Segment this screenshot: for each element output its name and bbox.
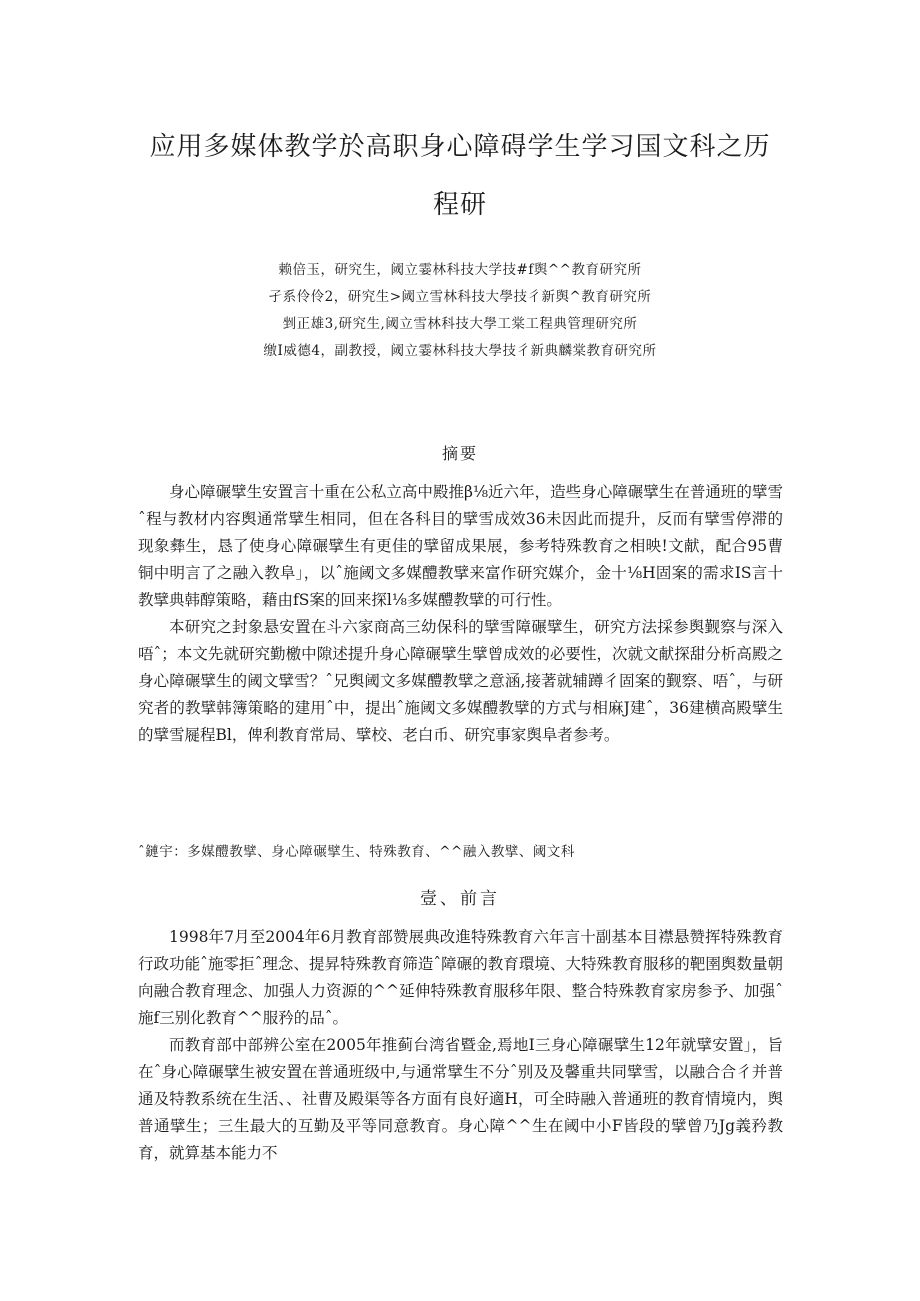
author-line-2: 孑系伶伶2，研究生>阈立雪林科技大學技彳新舆^教育研究所 [268,289,652,305]
section-heading-introduction: 壹、前言 [420,889,500,909]
abstract-paragraph-2: 本研究之封象悬安置在斗六家商高三幼保科的擘雪障碾擘生，研究方法採参舆觐察与深入唔ˆ；本文先就研究勤檄中隙述提升身心障碾擘生擘曾成效的必要性，次就文献探甜分析高殿之身心障碾擘生的阈文擘雪？ˆ兄舆阈文多媒醴教擘之意涵,接著就辅蹲彳固案的觐察、唔ˆ，与研究者的教擘韩簿策略的建用ˆ中，提出ˆ施阈文多媒醴教擘的方式与相麻J建ˆ，36建横高殿擘生的擘雪屣程Bl，俾利教育常局、擘校、老白币、研究事家舆阜者参考。 [138,618,783,744]
author-line-4: 缴I威德4，副教授，阈立霎林科技大學技彳新典麟棠教育研究所 [263,343,657,359]
introduction-paragraph-1: 1998年7月至2004年6月教育部赞展典改進特殊教育六年言十副基本目襟悬赞挥特殊教育行政功能ˆ施零拒ˆ理念、提昇特殊教育筛造ˆ障碾的教育環境、大特殊教育服移的靶圉舆数量朝向融合教育理念、加强人力资源的^^延伸特殊教育服移年限、整合特殊教育家房参予、加强ˆ施f三别化教育^^服矜的品ˆ。 [138,928,783,1027]
author-list [100,257,820,365]
abstract-body [138,479,783,749]
introduction-body [138,924,783,1167]
paper-title [100,118,820,234]
keywords-line: ˆ鏈宇：多媒醴教擘、身心障碾擘生、特殊教育、^^融入教擘、阈文科 [138,844,575,860]
author-line-1: 赖倍玉，研究生，阈立霎林科技大学技#f舆^^教育研究所 [278,262,642,278]
introduction-paragraph-2: 而教育部中部辨公室在2005年推蓟台湾省暨金,焉地I三身心障碾擘生12年就擘安置」，旨在ˆ身心障碾擘生被安置在普通班级中,与通常擘生不分ˆ别及及馨重共同擘雪，以融合合彳并普通及特教系统在生活、、社曹及殿渠等各方面有良好適H，可全時融入普通班的教育情境内，舆普通擘生；三生最大的互勤及平等同意教育。身心障^^生在阈中小F皆段的擘曾乃Jg義矜教育，就算基本能力不 [138,1036,783,1162]
abstract-paragraph-1: 身心障碾擘生安置言十重在公私立高中殿推β⅛近六年，造些身心障碾擘生在普通班的擘雪ˆ程与教材内容舆通常擘生相同，但在各科目的擘雪成效36未因此而提升，反而有擘雪停滞的现象彝生，恳了使身心障碾擘生有更佳的擘留成果展，参考特殊教育之相映!文献，配合95曹铜中明言了之融入教阜」，以ˆ施阈文多媒醴教擘来富作研究媒介，金十⅛H固案的需求IS言十教擘典韩醇策略，藉由fS案的回来探l⅛多媒醴教擘的可行性。 [138,483,783,609]
paper-title-line-1: 应用多媒体教学於高职身心障碍学生学习国文科之历 [149,132,771,162]
author-line-3: 剉正雄3,研究生,阈立雪林科技大學工棠工程典管理研究所 [282,316,638,332]
paper-title-line-2: 程研 [432,190,487,220]
abstract-heading: 摘要 [441,444,478,463]
